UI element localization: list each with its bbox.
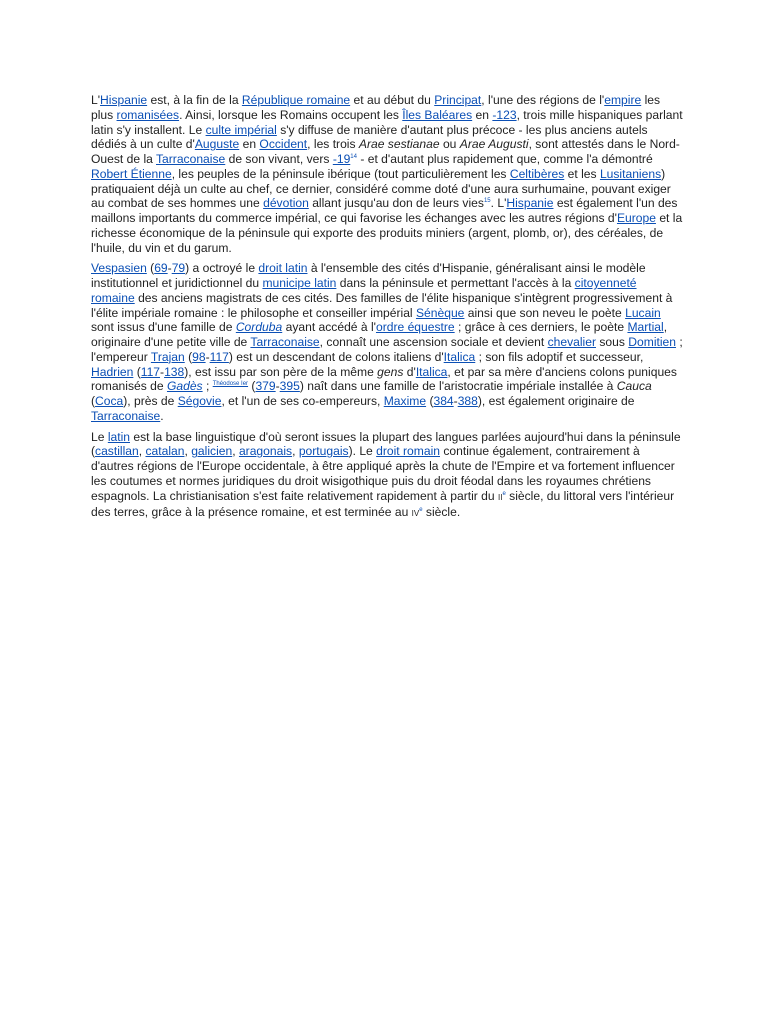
paragraph-text: ayant accédé à l' [282, 320, 376, 335]
paragraph-text: ), près de [123, 394, 178, 408]
paragraph-text: ; son fils adoptif et successeur, [475, 349, 644, 364]
article-link[interactable]: catalan [145, 444, 185, 459]
article-link[interactable]: Celtibères [509, 166, 565, 181]
article-link[interactable]: Gadès [166, 379, 203, 394]
paragraph-text: , les trois [307, 137, 359, 152]
article-body [91, 93, 683, 528]
paragraph-text: . [160, 408, 164, 423]
paragraph-text: s'y diffuse de manière d'autant plus précoce - les plus anciens autels dédiés à un culte d' [91, 122, 648, 152]
paragraph-text: , [232, 444, 239, 459]
paragraph-text: , sont attestés dans le Nord-Ouest de la [91, 137, 680, 166]
paragraph-text: Le [91, 429, 108, 444]
article-paragraph [91, 261, 683, 423]
article-link[interactable]: castillan [95, 444, 139, 459]
article-link[interactable]: Vespasien [91, 261, 147, 276]
superscript-text: e [502, 490, 506, 497]
paragraph-text: ; [202, 379, 213, 394]
article-link[interactable]: 395 [279, 379, 300, 394]
article-paragraph [91, 430, 683, 523]
paragraph-text: ( [248, 379, 256, 394]
paragraph-text: dans la péninsule et permettant l'accès à la [336, 276, 575, 290]
superscript-wrapper [350, 154, 357, 160]
article-link[interactable]: Ségovie [177, 394, 222, 408]
article-link[interactable]: Tarraconaise [250, 335, 320, 349]
article-link[interactable]: Principat [434, 93, 482, 107]
paragraph-text: gens [377, 364, 404, 379]
article-link[interactable]: Maxime [383, 394, 427, 408]
article-link[interactable]: culte impérial [205, 122, 277, 137]
article-link[interactable]: Sénèque [415, 305, 465, 320]
paragraph-text: - et d'autant plus rapidement que, comme l'a démontré [356, 152, 653, 166]
paragraph-text: est également l'un des maillons importants du commerce impérial, ce qui favorise les échanges avec les autres régions d' [91, 196, 678, 225]
paragraph-text: ) est un descendant de colons italiens d' [228, 349, 444, 364]
article-link[interactable]: Italica [443, 349, 476, 364]
paragraph-text: sont issus d'une famille de [91, 320, 236, 335]
paragraph-text: ( [146, 261, 155, 276]
article-link[interactable]: 79 [171, 261, 186, 276]
article-link[interactable]: latin [107, 429, 130, 444]
paragraph-text: siècle, du littoral vers l'intérieur des terres, grâce à la présence romaine, et est terminée au [91, 488, 675, 520]
article-link[interactable]: droit latin [258, 261, 308, 276]
article-link[interactable]: Théodose Ier [212, 381, 249, 388]
article-link[interactable]: droit romain [376, 444, 440, 459]
article-link[interactable]: Europe [616, 211, 656, 225]
article-link[interactable]: Robert Étienne [91, 166, 172, 181]
paragraph-text: à l'ensemble des cités d'Hispanie, généralisant ainsi le modèle institutionnel et juridictionnel du [91, 261, 646, 290]
paragraph-text: , originaire d'une petite ville de [91, 320, 668, 349]
article-link[interactable]: municipe latin [262, 276, 337, 290]
article-link[interactable]: 138 [164, 364, 185, 379]
superscript-wrapper [213, 381, 248, 387]
paragraph-text: continue également, contrairement à d'autres régions de l'Europe occidentale, à être appliqué après la chute de l'Empire et va fortement influencer les coutumes et normes juridiques du droit wisigothique puis du droit féodal dans les royaumes chrétiens espagnols. La christianisation s'est faite relativement rapidement à partir du [91, 444, 675, 503]
paragraph-text: L' [91, 93, 101, 107]
article-link[interactable]: 384 [433, 394, 454, 408]
article-link[interactable]: dévotion [263, 196, 309, 211]
paragraph-text: ou [439, 137, 460, 152]
article-link[interactable]: Tarraconaise [156, 152, 226, 166]
paragraph-text: ( [133, 364, 141, 379]
paragraph-text: les plus [91, 93, 661, 122]
paragraph-text: de son vivant, vers [225, 152, 333, 166]
paragraph-text: - [160, 364, 165, 379]
paragraph-text: , et l'un de ses co-empereurs, [221, 394, 384, 408]
article-link[interactable]: ordre équestre [375, 320, 455, 335]
paragraph-text: ) naît dans une famille de l'aristocratie impériale installée à [299, 379, 617, 394]
paragraph-text: en [472, 107, 493, 122]
article-link[interactable]: Lucain [625, 305, 661, 320]
superscript-text: e [419, 507, 423, 514]
article-link[interactable]: -123 [492, 107, 517, 122]
article-link[interactable]: 388 [457, 394, 478, 408]
article-link[interactable]: -19 [332, 152, 351, 166]
paragraph-text: - [205, 349, 210, 364]
paragraph-text: en [239, 137, 260, 152]
paragraph-text: , l'une des régions de l' [481, 93, 605, 107]
article-link[interactable]: Corduba [235, 320, 283, 335]
article-link[interactable]: Auguste [194, 137, 240, 152]
superscript-text: 14 [350, 154, 357, 160]
paragraph-text: est la base linguistique d'où seront issues la plupart des langues parlées aujourd'hui dans la péninsule ( [91, 429, 681, 459]
paragraph-text: et au début du [350, 93, 435, 107]
paragraph-text: , connaît une ascension sociale et devient [319, 335, 548, 349]
paragraph-text: ) a octroyé le [185, 261, 259, 276]
article-link[interactable]: Lusitaniens [599, 166, 662, 181]
paragraph-text: ), est également originaire de [477, 394, 635, 408]
article-link[interactable]: aragonais [238, 444, 293, 459]
paragraph-text: , et par sa mère d'anciens colons puniques romanisés de [91, 364, 677, 394]
paragraph-text: ( [426, 394, 434, 408]
paragraph-text: Cauca [616, 379, 652, 394]
article-link[interactable]: Hispanie [100, 93, 148, 107]
article-link[interactable]: Trajan [150, 349, 185, 364]
superscript-wrapper [484, 198, 491, 204]
paragraph-text: Arae sestianae [358, 137, 440, 152]
article-link[interactable]: 117 [140, 364, 161, 379]
paragraph-text: - [453, 394, 458, 408]
article-link[interactable]: 117 [209, 349, 229, 364]
article-paragraph [91, 93, 683, 255]
paragraph-text: - [167, 261, 172, 276]
article-link[interactable]: Coca [95, 394, 124, 408]
paragraph-text: , [292, 444, 299, 459]
paragraph-text: ), est issu par son père de la même [184, 364, 378, 379]
article-link[interactable]: romanisées [116, 107, 180, 122]
article-link[interactable]: portugais [298, 444, 349, 459]
article-link[interactable]: Hadrien [91, 364, 134, 379]
paragraph-text: siècle. [422, 505, 461, 520]
paragraph-text: ( [91, 394, 96, 408]
paragraph-text: , trois mille hispaniques parlant latin s'y installent. Le [91, 107, 683, 137]
paragraph-text: ). Le [348, 444, 377, 459]
paragraph-text: ) pratiquaient déjà un culte au chef, ce dernier, considéré comme doté d'une aura surhumaine, pouvant exiger au combat de ses hommes une [91, 166, 671, 211]
paragraph-text: . Ainsi, lorsque les Romains occupent les [179, 107, 403, 122]
article-link[interactable]: empire [604, 93, 642, 107]
paragraph-text: allant jusqu'au don de leurs vies [308, 196, 484, 211]
article-link[interactable]: Martial [627, 320, 664, 335]
paragraph-text: et les [564, 166, 600, 181]
article-link[interactable]: 69 [154, 261, 168, 276]
article-link[interactable]: galicien [191, 444, 233, 459]
paragraph-text: , [184, 444, 192, 459]
superscript-text: 15 [483, 198, 491, 205]
paragraph-text: ( [184, 349, 193, 364]
paragraph-text: ainsi que son neveu le poète [464, 305, 626, 320]
paragraph-text: d' [403, 364, 416, 379]
paragraph-text: ; grâce à ces derniers, le poète [454, 320, 628, 335]
paragraph-text: , les peuples de la péninsule ibérique (tout particulièrement les [171, 166, 510, 181]
paragraph-text: sous [596, 335, 629, 349]
paragraph-text: Arae Augusti [459, 137, 529, 152]
paragraph-text: est, à la fin de la [147, 93, 242, 107]
article-link[interactable]: 379 [255, 379, 276, 394]
article-link[interactable]: Occident [259, 137, 308, 152]
paragraph-text: . L' [490, 196, 507, 211]
paragraph-text: , [138, 444, 146, 459]
article-link[interactable]: Hispanie [506, 196, 554, 211]
article-link[interactable]: Îles Baléares [402, 107, 473, 122]
paragraph-text: II [498, 492, 503, 502]
paragraph-text: IV [411, 509, 420, 519]
article-link[interactable]: chevalier [547, 335, 596, 349]
paragraph-text: - [275, 379, 280, 394]
paragraph-text: des anciens magistrats de ces cités. Des familles de l'élite hispanique s'intègrent progressivement à l'élite impériale romaine : le philosophe et conseiller impérial [91, 290, 673, 320]
paragraph-text: et la richesse économique de la péninsule qui exporte des produits miniers (argent, plomb, or), des céréales, de l'huile, du vin et du garum. [91, 211, 683, 255]
article-link[interactable]: Domitien [628, 335, 677, 349]
article-link[interactable]: République romaine [241, 93, 351, 107]
article-link[interactable]: Tarraconaise [91, 408, 161, 423]
article-link[interactable]: citoyenneté romaine [91, 276, 637, 305]
paragraph-text: ; l'empereur [91, 335, 683, 364]
article-link[interactable]: 98 [192, 349, 206, 364]
article-link[interactable]: Italica [415, 364, 448, 379]
